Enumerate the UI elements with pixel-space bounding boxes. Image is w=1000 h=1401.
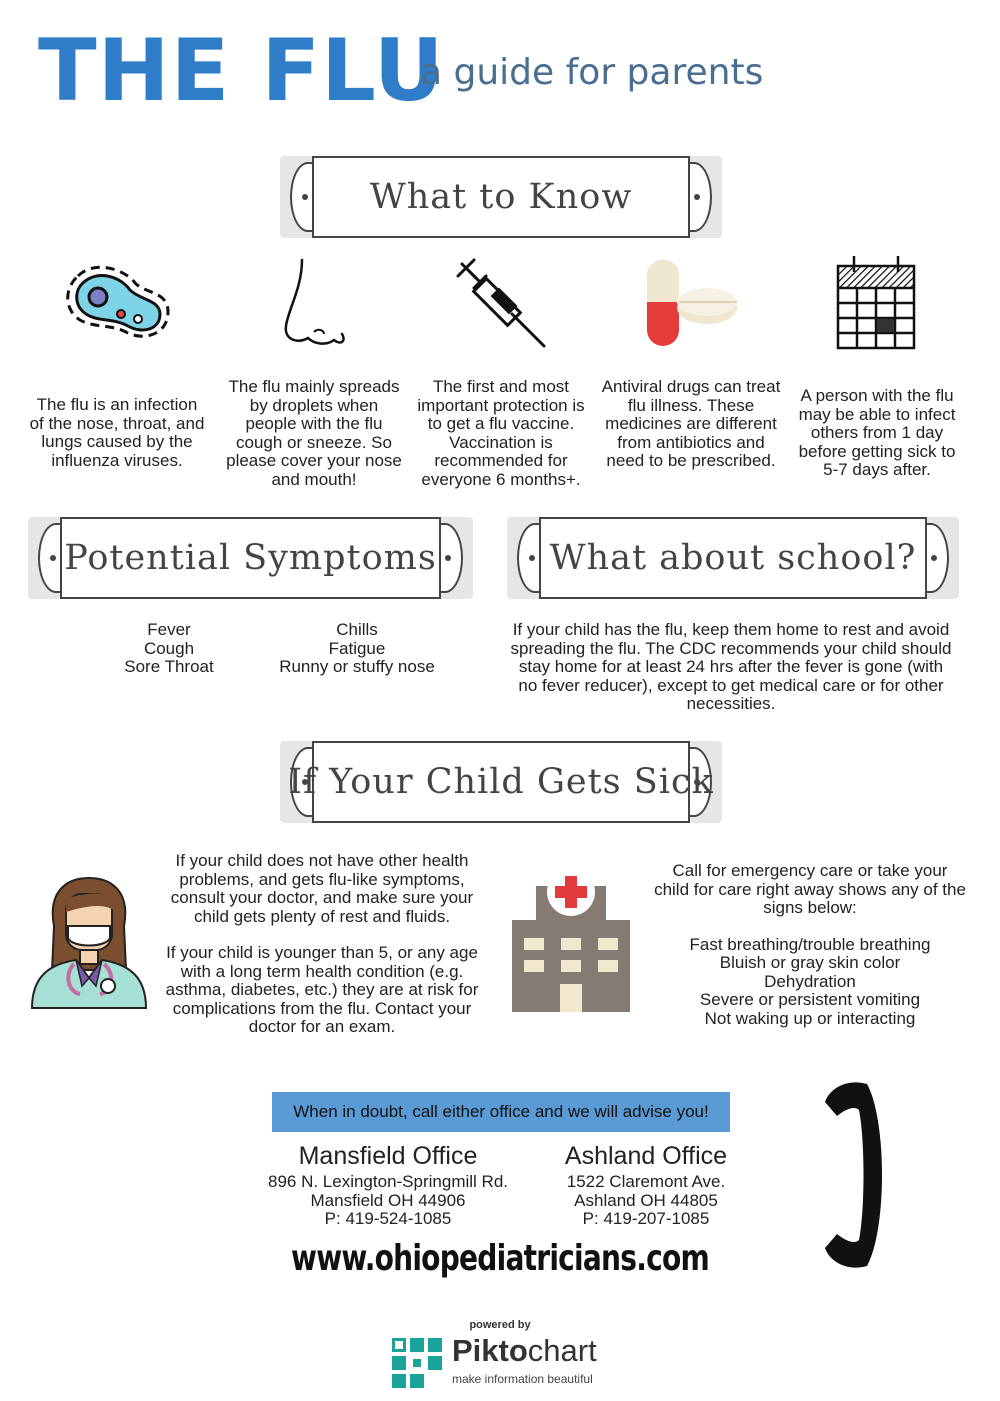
emergency-intro: Call for emergency care or take your child for care right away shows any of the signs below: [654,861,966,917]
know-text-1: The flu is an infection of the nose, throat, and lungs caused by the influenza viruses. [29,395,205,470]
office-name: Mansfield Office [298,1142,478,1170]
section-heading: If Your Child Gets Sick [288,762,714,802]
office-ashland [540,1144,752,1229]
hospital-icon [510,858,632,1014]
school-text: If your child has the flu, keep them home to rest and avoid spreading the flu. The CDC recommends your child should stay home for at least 24 hrs after the fever is gone (with no fever reducer), except to get medical care or for other necessities. [510,620,952,713]
office-street: 896 N. Lexington-Springmill Rd. [267,1172,508,1191]
emergency-sign: Not waking up or interacting [704,1008,916,1028]
sick-paragraph-2: If your child is younger than 5, or any age with a long term health condition (e.g. asthma, diabetes, etc.) they are at risk for complications from the flu. Contact your doctor for an exam. [165,943,479,1036]
calendar-icon [832,252,922,352]
pills-icon [645,258,740,350]
know-text-5: A person with the flu may be able to infect others from 1 day before getting sick to 5-7 days after. [798,386,956,479]
section-banner-know [280,156,722,238]
symptom-item: Chills [336,620,378,639]
office-street: 1522 Claremont Ave. [566,1172,726,1191]
doctor-icon [30,874,148,1010]
section-heading: What about school? [549,538,917,578]
section-banner-school [507,517,959,599]
office-mansfield [252,1144,524,1229]
contact-callout: When in doubt, call either office and we will advise you! [272,1092,730,1132]
brand-part-bold: Pikto [452,1333,528,1368]
brand-part-light: chart [527,1333,597,1368]
know-text-3: The first and most important protection is to get a flu vaccine. Vaccination is recommended for everyone 6 months+. [417,377,585,489]
page-subtitle: a guide for parents [420,52,764,93]
nose-icon [280,258,350,350]
symptom-item: Fever [147,620,191,639]
symptom-item: Fatigue [328,638,386,658]
office-phone[interactable]: P: 419-524-1085 [324,1209,452,1228]
symptom-item: Runny or stuffy nose [279,657,435,676]
phone-icon [790,1080,885,1270]
sick-advice-text [164,852,480,1037]
office-phone[interactable]: P: 419-207-1085 [582,1209,710,1228]
symptoms-col-2 [262,621,452,677]
symptom-item: Cough [143,638,195,658]
sick-paragraph-1: If your child does not have other health problems, and gets flu-like symptoms, consult your doctor, and make sure your child gets plenty of rest and fluids. [170,851,474,926]
symptom-item: Sore Throat [124,657,214,676]
emergency-sign: Bluish or gray skin color [719,953,901,972]
office-city: Mansfield OH 44906 [310,1190,466,1210]
symptoms-col-1 [90,621,248,677]
section-banner-sick [280,741,722,823]
piktochart-tagline: make information beautiful [452,1372,593,1386]
section-banner-symptoms [28,517,473,599]
emergency-sign: Fast breathing/trouble breathing [689,934,931,954]
powered-by-label: powered by [469,1319,531,1331]
office-city: Ashland OH 44805 [574,1190,718,1210]
emergency-text [654,862,966,1028]
piktochart-logo-icon [392,1338,444,1390]
section-heading: Potential Symptoms [64,538,437,578]
know-text-4: Antiviral drugs can treat flu illness. These medicines are different from antibiotics and need to be prescribed. [601,377,781,470]
office-name: Ashland Office [564,1142,728,1170]
virus-icon [64,262,174,344]
section-heading: What to Know [369,177,633,217]
page-title: THE FLU [38,21,445,121]
know-text-2: The flu mainly spreads by droplets when people with the flu cough or sneeze. So please cover your nose and mouth! [226,377,402,489]
syringe-icon [456,258,548,350]
emergency-sign: Severe or persistent vomiting [699,990,921,1009]
website-link[interactable]: www.ohiopediatricians.com [291,1238,709,1279]
piktochart-brand[interactable] [452,1335,597,1366]
emergency-sign: Dehydration [764,971,856,991]
